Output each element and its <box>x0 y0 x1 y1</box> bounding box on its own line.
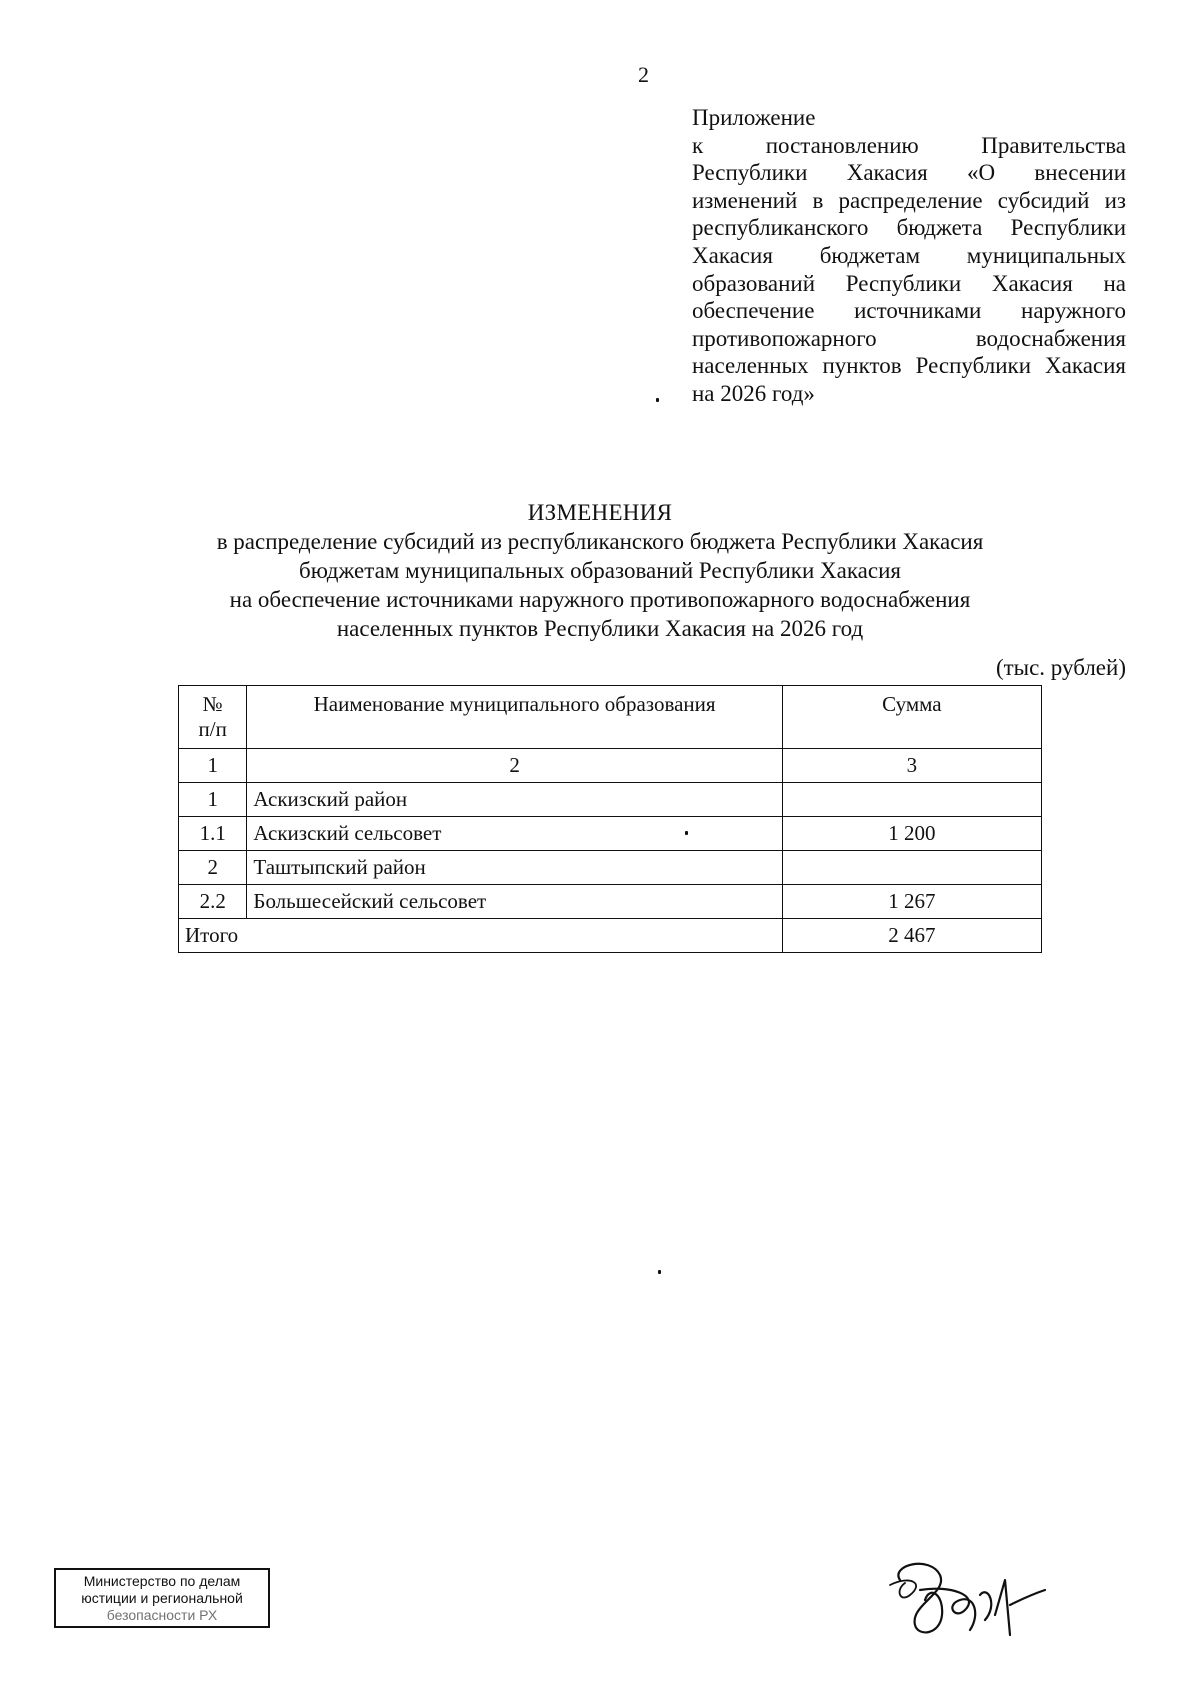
header-number-line2: п/п <box>198 717 227 741</box>
scan-speck <box>685 831 688 835</box>
row-name: Большесейский сельсовет <box>247 885 782 919</box>
row-number: 2 <box>179 851 247 885</box>
title-line: в распределение субсидий из республиканского бюджета Республики Хакасия <box>216 529 984 554</box>
units-label: (тыс. рублей) <box>995 655 1126 680</box>
header-number <box>179 686 247 749</box>
row-name: Аскизский район <box>247 783 782 817</box>
table-row <box>179 885 1042 919</box>
header-sum: Сумма <box>782 686 1041 749</box>
handwritten-signature <box>870 1545 1070 1645</box>
page-number: 2 <box>638 62 649 87</box>
scan-speck <box>656 398 659 402</box>
signature-stroke <box>898 1564 1045 1635</box>
title-main: ИЗМЕНЕНИЯ <box>527 500 673 525</box>
annex-heading: Приложение <box>692 105 816 130</box>
table-header-row <box>179 686 1042 749</box>
title-line: на обеспечение источниками наружного противопожарного водоснабжения <box>229 587 971 612</box>
row-sum: 1 267 <box>782 885 1041 919</box>
row-number: 1 <box>179 783 247 817</box>
row-number: 1.1 <box>179 817 247 851</box>
title-line: бюджетам муниципальных образований Республики Хакасия <box>299 558 901 583</box>
total-row <box>179 919 1042 953</box>
column-numbering-row <box>179 749 1042 783</box>
row-number: 2.2 <box>179 885 247 919</box>
stamp-line1: Министерство по делам <box>83 1573 241 1589</box>
row-sum <box>782 851 1041 885</box>
column-number: 1 <box>179 749 247 783</box>
row-sum <box>782 783 1041 817</box>
table-row <box>179 851 1042 885</box>
annex-block <box>692 104 1126 408</box>
subsidy-table <box>178 685 1042 953</box>
scan-speck <box>658 1270 661 1274</box>
row-name: Таштыпский район <box>247 851 782 885</box>
annex-body: к постановлению Правительства Республики Хакасия «О внесении изменений в распределение субсидий из республиканского бюджета Республики Хакасия бюджетам муниципальных образований Республики Хакасия на обеспечение источниками наружного противопожарного водоснабжения населенных пунктов Республики Хакасия на 2026 год» <box>692 132 1126 406</box>
total-sum: 2 467 <box>782 919 1041 953</box>
signature-flourish <box>890 1580 916 1597</box>
header-number-line1: № <box>202 692 223 716</box>
column-number: 2 <box>247 749 782 783</box>
total-label: Итого <box>179 919 783 953</box>
table-row <box>179 817 1042 851</box>
document-title <box>150 498 1050 643</box>
row-name: Аскизский сельсовет <box>247 817 782 851</box>
header-name: Наименование муниципального образования <box>247 686 782 749</box>
title-line: населенных пунктов Республики Хакасия на 2026 год <box>336 616 864 641</box>
row-sum: 1 200 <box>782 817 1041 851</box>
stamp-line3: безопасности РХ <box>106 1607 218 1623</box>
column-number: 3 <box>782 749 1041 783</box>
stamp-line2: юстиции и региональной <box>81 1590 243 1606</box>
ministry-stamp <box>54 1568 270 1628</box>
table-row <box>179 783 1042 817</box>
